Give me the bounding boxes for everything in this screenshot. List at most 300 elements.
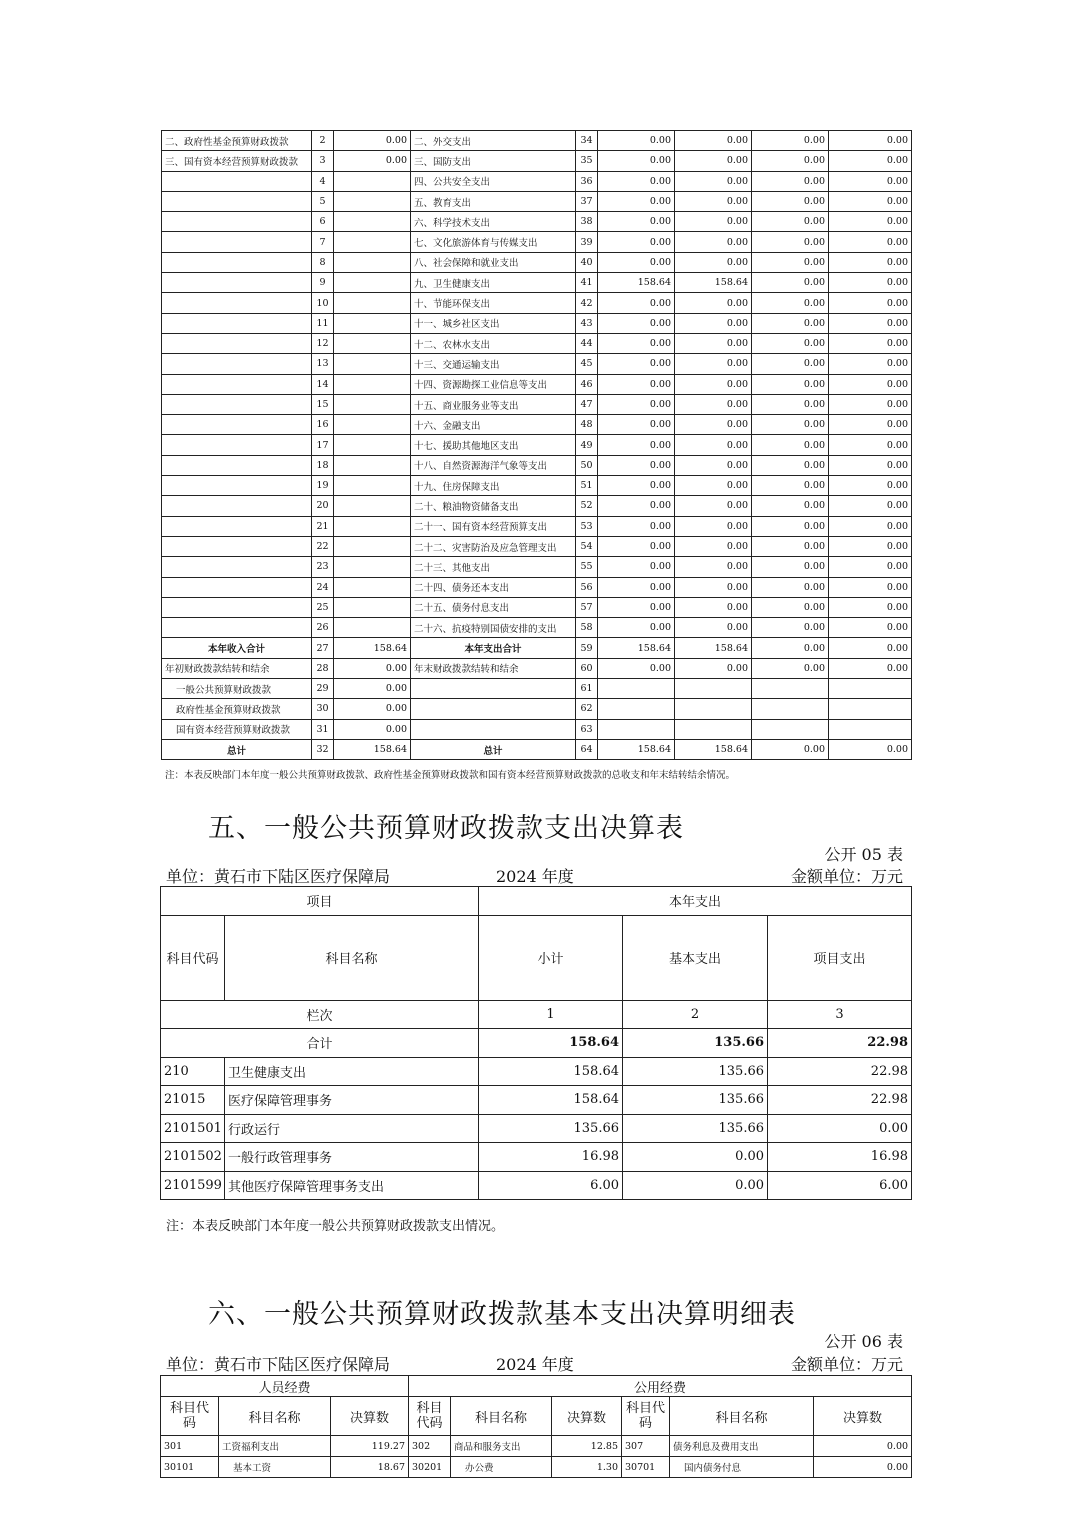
income-amount: [334, 557, 411, 577]
expense-item: 十二、农林水支出: [411, 333, 576, 353]
table-row: [162, 232, 912, 252]
expense-total: 0.00: [598, 232, 675, 252]
expense-total: 0.00: [598, 151, 675, 171]
public-amount-b: 0.00: [814, 1436, 912, 1457]
expense-total: 0.00: [598, 415, 675, 435]
income-item: [162, 333, 312, 353]
expense-item: 年末财政拨款结转和结余: [411, 658, 576, 678]
income-line-no: 14: [312, 374, 334, 394]
table-row: [162, 719, 912, 739]
expense-fund-budget: 0.00: [752, 577, 829, 597]
personnel-amount: 18.67: [331, 1457, 409, 1478]
header-project: 项目: [161, 887, 479, 916]
header-code-1: 科目代码: [161, 1397, 219, 1436]
table4-note: 注：本表反映部门本年度一般公共预算财政拨款、政府性基金预算财政拨款和国有资本经营预算财政拨款的总收支和年末结转结余情况。: [165, 770, 736, 781]
expense-state-capital-budget: 0.00: [829, 536, 912, 556]
expense-general-budget: 0.00: [675, 415, 752, 435]
income-line-no: 30: [312, 699, 334, 719]
expense-total: 0.00: [598, 516, 675, 536]
expense-state-capital-budget: 0.00: [829, 191, 912, 211]
income-amount: [334, 597, 411, 617]
expense-state-capital-budget: 0.00: [829, 557, 912, 577]
expense-item: 四、公共安全支出: [411, 171, 576, 191]
total-project: 22.98: [768, 1029, 912, 1058]
expense-line-no: 35: [576, 151, 598, 171]
income-line-no: 2: [312, 131, 334, 151]
header-subtotal: 小计: [479, 915, 623, 1000]
expense-state-capital-budget: 0.00: [829, 476, 912, 496]
expense-line-no: 39: [576, 232, 598, 252]
income-amount: [334, 171, 411, 191]
expense-general-budget: 158.64: [675, 273, 752, 293]
expense-fund-budget: 0.00: [752, 313, 829, 333]
table-row: [161, 1171, 912, 1200]
income-line-no: 10: [312, 293, 334, 313]
expense-item: 十三、交通运输支出: [411, 354, 576, 374]
expense-general-budget: 0.00: [675, 658, 752, 678]
expense-line-no: 41: [576, 273, 598, 293]
table-row: [162, 131, 912, 151]
income-amount: [334, 313, 411, 333]
income-item: [162, 435, 312, 455]
expense-general-budget: 0.00: [675, 191, 752, 211]
expense-general-budget: 0.00: [675, 618, 752, 638]
income-item: [162, 273, 312, 293]
income-item: [162, 618, 312, 638]
income-line-no: 7: [312, 232, 334, 252]
expense-total: [598, 679, 675, 699]
expense-line-no: 55: [576, 557, 598, 577]
income-amount: [334, 273, 411, 293]
subject-code: 2101502: [161, 1143, 225, 1172]
table-row: [162, 415, 912, 435]
income-line-no: 16: [312, 415, 334, 435]
income-item: [162, 191, 312, 211]
expense-state-capital-budget: 0.00: [829, 739, 912, 759]
expense-total: 0.00: [598, 212, 675, 232]
expense-total: 0.00: [598, 435, 675, 455]
expense-general-budget: 0.00: [675, 394, 752, 414]
expense-item: 十五、商业服务业等支出: [411, 394, 576, 414]
basic-value: 135.66: [623, 1086, 768, 1115]
header-subject-code: 科目代码: [161, 915, 225, 1000]
expense-total: 0.00: [598, 171, 675, 191]
header-code-2: 科目代码: [409, 1397, 451, 1436]
income-item: [162, 354, 312, 374]
income-line-no: 22: [312, 536, 334, 556]
table-row: [162, 638, 912, 658]
income-line-no: 8: [312, 252, 334, 272]
expense-line-no: 56: [576, 577, 598, 597]
expense-item: 十七、援助其他地区支出: [411, 435, 576, 455]
expense-line-no: 61: [576, 679, 598, 699]
expense-general-budget: 0.00: [675, 212, 752, 232]
expense-total: 0.00: [598, 618, 675, 638]
subtotal-value: 135.66: [479, 1114, 623, 1143]
expense-general-budget: 0.00: [675, 293, 752, 313]
expense-general-budget: 0.00: [675, 374, 752, 394]
subject-name: 医疗保障管理事务: [225, 1086, 479, 1115]
income-amount: 0.00: [334, 131, 411, 151]
expense-general-budget: 0.00: [675, 232, 752, 252]
expense-item: 十九、住房保障支出: [411, 476, 576, 496]
subject-name: 其他医疗保障管理事务支出: [225, 1171, 479, 1200]
table-row: [162, 679, 912, 699]
expense-line-no: 44: [576, 333, 598, 353]
income-amount: [334, 496, 411, 516]
table-row: [162, 577, 912, 597]
income-line-no: 20: [312, 496, 334, 516]
table-row: [162, 394, 912, 414]
income-amount: 0.00: [334, 151, 411, 171]
public-code-a: 30201: [409, 1457, 451, 1478]
expense-general-budget: 158.64: [675, 739, 752, 759]
income-amount: [334, 577, 411, 597]
table-row: [162, 536, 912, 556]
expense-state-capital-budget: 0.00: [829, 171, 912, 191]
income-amount: [334, 212, 411, 232]
expense-total: [598, 719, 675, 739]
expense-general-budget: 0.00: [675, 577, 752, 597]
expense-general-budget: 0.00: [675, 516, 752, 536]
income-amount: 0.00: [334, 699, 411, 719]
expense-line-no: 47: [576, 394, 598, 414]
expense-fund-budget: 0.00: [752, 374, 829, 394]
income-line-no: 25: [312, 597, 334, 617]
expense-general-budget: 158.64: [675, 638, 752, 658]
table-row: [161, 1114, 912, 1143]
expense-total: 0.00: [598, 658, 675, 678]
expense-line-no: 52: [576, 496, 598, 516]
table-row: [162, 476, 912, 496]
public-name-b: 债务利息及费用支出: [670, 1436, 814, 1457]
income-amount: [334, 476, 411, 496]
income-item: [162, 536, 312, 556]
income-expense-summary-table: [161, 130, 912, 760]
income-item: [162, 516, 312, 536]
expense-total: 0.00: [598, 252, 675, 272]
expense-general-budget: [675, 679, 752, 699]
total-subtotal: 158.64: [479, 1029, 623, 1058]
expense-line-no: 48: [576, 415, 598, 435]
expense-general-budget: 0.00: [675, 476, 752, 496]
expense-state-capital-budget: 0.00: [829, 516, 912, 536]
expense-fund-budget: 0.00: [752, 212, 829, 232]
income-line-no: 9: [312, 273, 334, 293]
expense-fund-budget: 0.00: [752, 354, 829, 374]
column-index-1: 1: [479, 1000, 623, 1029]
expense-total: 0.00: [598, 496, 675, 516]
income-line-no: 5: [312, 191, 334, 211]
public-code-b: 307: [622, 1436, 670, 1457]
expense-general-budget: [675, 719, 752, 739]
expense-total: 0.00: [598, 354, 675, 374]
expense-state-capital-budget: 0.00: [829, 273, 912, 293]
table-row: [162, 496, 912, 516]
table-row: [162, 597, 912, 617]
expense-line-no: 62: [576, 699, 598, 719]
basic-expenditure-detail-table: [160, 1375, 912, 1478]
header-amount-1: 决算数: [331, 1397, 409, 1436]
income-amount: [334, 252, 411, 272]
expense-fund-budget: 0.00: [752, 496, 829, 516]
expense-general-budget: 0.00: [675, 333, 752, 353]
expense-fund-budget: 0.00: [752, 151, 829, 171]
income-item: [162, 374, 312, 394]
header-public-expenses: 公用经费: [409, 1376, 912, 1397]
expense-item: 二十、粮油物资储备支出: [411, 496, 576, 516]
total-label: 合计: [161, 1029, 479, 1058]
table-row: [162, 374, 912, 394]
expense-total: 0.00: [598, 577, 675, 597]
expense-fund-budget: 0.00: [752, 476, 829, 496]
expense-fund-budget: 0.00: [752, 415, 829, 435]
project-value: 16.98: [768, 1143, 912, 1172]
expense-general-budget: [675, 699, 752, 719]
subject-name: 卫生健康支出: [225, 1057, 479, 1086]
income-amount: [334, 354, 411, 374]
expense-total: 0.00: [598, 333, 675, 353]
expense-fund-budget: 0.00: [752, 597, 829, 617]
expense-line-no: 63: [576, 719, 598, 739]
table-row: [162, 151, 912, 171]
table-row: [162, 354, 912, 374]
general-budget-expenditure-table: [160, 886, 912, 1200]
income-line-no: 6: [312, 212, 334, 232]
table-row: [162, 171, 912, 191]
expense-state-capital-budget: 0.00: [829, 658, 912, 678]
personnel-name: 工资福利支出: [219, 1436, 331, 1457]
expense-state-capital-budget: 0.00: [829, 618, 912, 638]
income-line-no: 18: [312, 455, 334, 475]
income-item: [162, 232, 312, 252]
income-item: [162, 171, 312, 191]
basic-value: 135.66: [623, 1057, 768, 1086]
income-line-no: 11: [312, 313, 334, 333]
income-amount: 158.64: [334, 638, 411, 658]
income-line-no: 28: [312, 658, 334, 678]
expense-line-no: 46: [576, 374, 598, 394]
header-current-expenditure: 本年支出: [479, 887, 912, 916]
income-amount: [334, 536, 411, 556]
subtotal-value: 6.00: [479, 1171, 623, 1200]
income-line-no: 29: [312, 679, 334, 699]
income-line-no: 23: [312, 557, 334, 577]
expense-state-capital-budget: 0.00: [829, 333, 912, 353]
income-line-no: 19: [312, 476, 334, 496]
income-line-no: 27: [312, 638, 334, 658]
table-row: [162, 212, 912, 232]
income-item: [162, 455, 312, 475]
expense-line-no: 57: [576, 597, 598, 617]
expense-item: 总计: [411, 739, 576, 759]
expense-state-capital-budget: 0.00: [829, 597, 912, 617]
expense-item: [411, 679, 576, 699]
expense-item: 十四、资源勘探工业信息等支出: [411, 374, 576, 394]
income-item: 年初财政拨款结转和结余: [162, 658, 312, 678]
income-item: 三、国有资本经营预算财政拨款: [162, 151, 312, 171]
expense-item: 二十一、国有资本经营预算支出: [411, 516, 576, 536]
table-row: [162, 252, 912, 272]
expense-item: 二十四、债务还本支出: [411, 577, 576, 597]
expense-item: 二十二、灾害防治及应急管理支出: [411, 536, 576, 556]
section6-year: 2024 年度: [496, 1355, 574, 1374]
public-name-a: 商品和服务支出: [451, 1436, 552, 1457]
expense-state-capital-budget: 0.00: [829, 496, 912, 516]
expense-state-capital-budget: 0.00: [829, 394, 912, 414]
table-row: [161, 1457, 912, 1478]
expense-state-capital-budget: 0.00: [829, 232, 912, 252]
income-line-no: 26: [312, 618, 334, 638]
expense-general-budget: 0.00: [675, 354, 752, 374]
income-amount: [334, 333, 411, 353]
income-amount: [334, 191, 411, 211]
basic-value: 135.66: [623, 1114, 768, 1143]
expense-line-no: 34: [576, 131, 598, 151]
expense-state-capital-budget: 0.00: [829, 435, 912, 455]
expense-state-capital-budget: 0.00: [829, 151, 912, 171]
income-item: [162, 293, 312, 313]
income-item: [162, 597, 312, 617]
expense-item: 二十五、债务付息支出: [411, 597, 576, 617]
income-item: 总计: [162, 739, 312, 759]
expense-fund-budget: 0.00: [752, 252, 829, 272]
project-value: 22.98: [768, 1057, 912, 1086]
expense-state-capital-budget: 0.00: [829, 212, 912, 232]
expense-item: 九、卫生健康支出: [411, 273, 576, 293]
expense-fund-budget: 0.00: [752, 131, 829, 151]
expense-state-capital-budget: [829, 699, 912, 719]
expense-total: 0.00: [598, 476, 675, 496]
table-row: [161, 1143, 912, 1172]
income-item: 本年收入合计: [162, 638, 312, 658]
income-amount: 158.64: [334, 739, 411, 759]
section5-form-no: 公开 05 表: [824, 845, 903, 864]
expense-general-budget: 0.00: [675, 536, 752, 556]
section5-note: 注：本表反映部门本年度一般公共预算财政拨款支出情况。: [166, 1219, 505, 1234]
expense-total: 0.00: [598, 536, 675, 556]
expense-line-no: 45: [576, 354, 598, 374]
expense-state-capital-budget: 0.00: [829, 131, 912, 151]
income-line-no: 21: [312, 516, 334, 536]
income-line-no: 32: [312, 739, 334, 759]
personnel-amount: 119.27: [331, 1436, 409, 1457]
public-amount-a: 12.85: [552, 1436, 622, 1457]
income-item: [162, 212, 312, 232]
expense-total: 0.00: [598, 374, 675, 394]
income-item: 二、政府性基金预算财政拨款: [162, 131, 312, 151]
expense-item: 十八、自然资源海洋气象等支出: [411, 455, 576, 475]
income-item: [162, 415, 312, 435]
expense-line-no: 43: [576, 313, 598, 333]
income-amount: [334, 455, 411, 475]
expense-fund-budget: 0.00: [752, 557, 829, 577]
basic-value: 0.00: [623, 1143, 768, 1172]
public-name-b: 国内债务付息: [670, 1457, 814, 1478]
table-row: [161, 1436, 912, 1457]
expense-line-no: 53: [576, 516, 598, 536]
subject-name: 一般行政管理事务: [225, 1143, 479, 1172]
section5-year: 2024 年度: [496, 867, 574, 886]
expense-state-capital-budget: 0.00: [829, 638, 912, 658]
expense-fund-budget: 0.00: [752, 293, 829, 313]
section5-currency: 金额单位：万元: [790, 867, 903, 886]
expense-line-no: 49: [576, 435, 598, 455]
expense-line-no: 64: [576, 739, 598, 759]
expense-fund-budget: 0.00: [752, 435, 829, 455]
section6-unit: 单位：黄石市下陆区医疗保障局: [166, 1355, 391, 1374]
income-line-no: 13: [312, 354, 334, 374]
subject-code: 2101599: [161, 1171, 225, 1200]
expense-fund-budget: 0.00: [752, 516, 829, 536]
expense-line-no: 51: [576, 476, 598, 496]
column-index-label: 栏次: [161, 1000, 479, 1029]
expense-state-capital-budget: 0.00: [829, 354, 912, 374]
subject-code: 210: [161, 1057, 225, 1086]
table-row: [162, 516, 912, 536]
subject-code: 2101501: [161, 1114, 225, 1143]
expense-total: 158.64: [598, 273, 675, 293]
income-item: [162, 577, 312, 597]
expense-item: 五、教育支出: [411, 191, 576, 211]
expense-fund-budget: [752, 679, 829, 699]
header-amount-3: 决算数: [814, 1397, 912, 1436]
expense-general-budget: 0.00: [675, 597, 752, 617]
expense-fund-budget: [752, 699, 829, 719]
expense-general-budget: 0.00: [675, 131, 752, 151]
income-amount: [334, 293, 411, 313]
header-personnel-expenses: 人员经费: [161, 1376, 409, 1397]
header-amount-2: 决算数: [552, 1397, 622, 1436]
expense-fund-budget: 0.00: [752, 394, 829, 414]
expense-general-budget: 0.00: [675, 171, 752, 191]
project-value: 6.00: [768, 1171, 912, 1200]
table-row: [161, 1057, 912, 1086]
expense-total: 0.00: [598, 293, 675, 313]
income-item: 一般公共预算财政拨款: [162, 679, 312, 699]
expense-item: 八、社会保障和就业支出: [411, 252, 576, 272]
expense-item: [411, 719, 576, 739]
income-item: [162, 496, 312, 516]
income-amount: [334, 415, 411, 435]
income-line-no: 12: [312, 333, 334, 353]
public-code-a: 302: [409, 1436, 451, 1457]
expense-item: 七、文化旅游体育与传媒支出: [411, 232, 576, 252]
income-item: 政府性基金预算财政拨款: [162, 699, 312, 719]
header-project-expenditure: 项目支出: [768, 915, 912, 1000]
header-subject-name: 科目名称: [225, 915, 479, 1000]
subtotal-value: 158.64: [479, 1057, 623, 1086]
expense-fund-budget: 0.00: [752, 191, 829, 211]
expense-general-budget: 0.00: [675, 455, 752, 475]
table-row: [162, 455, 912, 475]
expense-line-no: 37: [576, 191, 598, 211]
table-row: [162, 699, 912, 719]
header-name-1: 科目名称: [219, 1397, 331, 1436]
expense-state-capital-budget: 0.00: [829, 293, 912, 313]
total-basic: 135.66: [623, 1029, 768, 1058]
income-line-no: 31: [312, 719, 334, 739]
expense-total: 0.00: [598, 455, 675, 475]
income-amount: [334, 435, 411, 455]
expense-fund-budget: 0.00: [752, 658, 829, 678]
table-row: [161, 1086, 912, 1115]
expense-line-no: 36: [576, 171, 598, 191]
income-line-no: 17: [312, 435, 334, 455]
expense-line-no: 58: [576, 618, 598, 638]
expense-fund-budget: [752, 719, 829, 739]
header-basic-expenditure: 基本支出: [623, 915, 768, 1000]
